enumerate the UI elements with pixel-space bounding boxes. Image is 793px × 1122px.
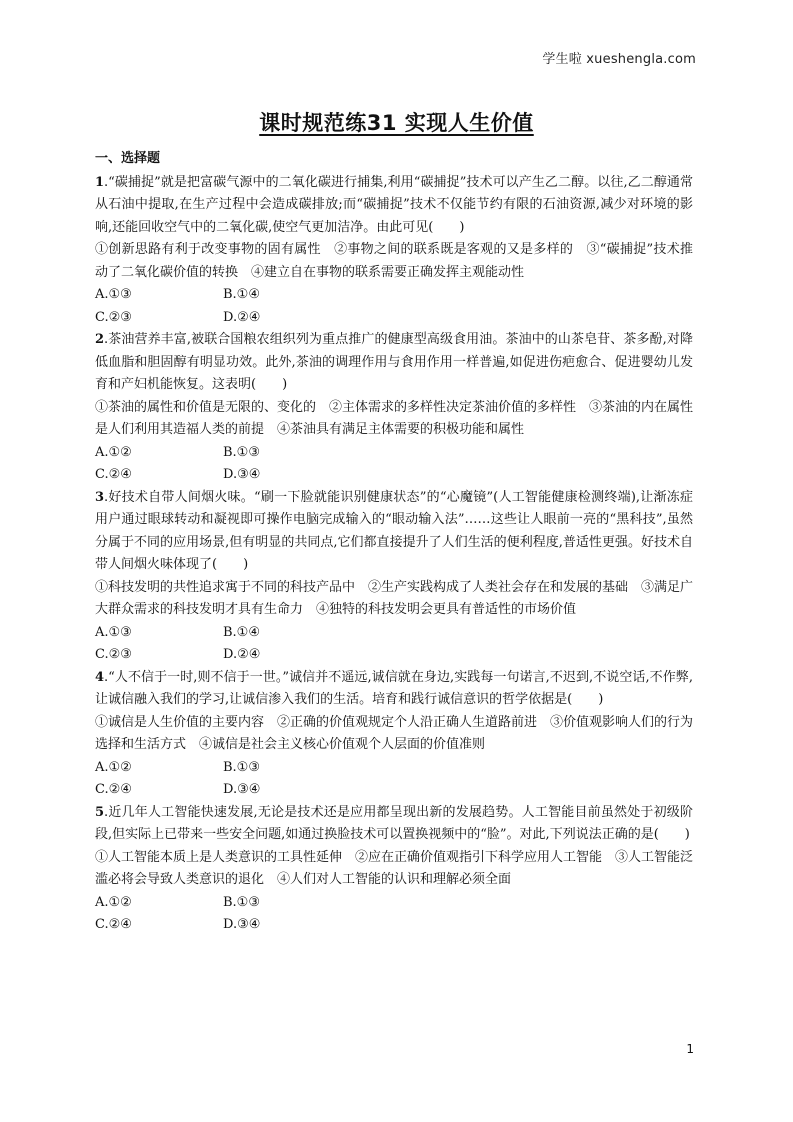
question-statements: ①诚信是人生价值的主要内容 ②正确的价值观规定个人沿正确人生道路前进 ③价值观影响人们的行为选择和生活方式 ④诚信是社会主义核心价值观个人层面的价值准则 [95, 714, 694, 752]
question-statements: ①创新思路有利于改变事物的固有属性 ②事物之间的联系既是客观的又是多样的 ③“碳捕捉”技术推动了二氧化碳价值的转换 ④建立自在事物的联系需要正确发挥主观能动性 [95, 242, 693, 280]
option-row [95, 644, 693, 667]
question-5 [95, 802, 693, 937]
question-number: 3 [95, 489, 105, 505]
question-stem [95, 329, 693, 397]
question-number: 4 [95, 669, 105, 685]
option-a: A.①② [95, 759, 132, 775]
option-row [95, 892, 693, 915]
question-2 [95, 329, 693, 487]
option-d: D.③④ [223, 917, 261, 932]
page-title [0, 107, 793, 137]
option-d: D.②④ [223, 309, 261, 325]
question-stem [95, 802, 693, 847]
option-b: B.①③ [223, 444, 260, 460]
question-statements: ①人工智能本质上是人类意识的工具性延伸 ②应在正确价值观指引下科学应用人工智能 ③人工智能泛滥必将会导致人类意识的退化 ④人们对人工智能的认识和理解必须全面 [95, 849, 694, 887]
question-number: 5 [95, 804, 105, 820]
option-b: B.①③ [223, 759, 260, 775]
question-number: 2 [95, 332, 105, 347]
question-text: .“人不信于一时,则不信于一世。”诚信并不遥远,诚信就在身边,实践每一句诺言,不迟到,不说空话,不作弊,让诚信融入我们的学习,让诚信渗入我们的生活。培育和践行诚信意识的哲学依据是( ) [95, 669, 693, 707]
question-1 [95, 172, 693, 330]
question-stem [95, 667, 693, 712]
option-d: D.③④ [223, 467, 261, 482]
option-c: C.②③ [95, 647, 132, 662]
document-body [95, 148, 693, 937]
page-number: 1 [686, 1042, 694, 1056]
option-d: D.②④ [223, 647, 261, 662]
option-row [95, 284, 693, 307]
option-b: B.①③ [223, 894, 260, 910]
option-row [95, 914, 693, 937]
question-statements: ①科技发明的共性追求寓于不同的科技产品中 ②生产实践构成了人类社会存在和发展的基础 ③满足广大群众需求的科技发明才具有生命力 ④独特的科技发明会更具有普适性的市场价值 [95, 579, 694, 617]
option-row [95, 464, 693, 487]
option-row [95, 307, 693, 330]
option-a: A.①② [95, 444, 132, 460]
question-stem [95, 487, 693, 577]
question-text: .好技术自带人间烟火味。“刷一下脸就能识别健康状态”的“心魔镜”(人工智能健康检测终端),让渐冻症用户通过眼球转动和凝视即可操作电脑完成输入的“眼动输入法”……这些让人眼前一亮的“黑科技”,虽然分属于不同的应用场景,但有明显的共同点,它们都直接提升了人们生活的便利程度,普适性更强。好技术自带人间烟火味体现了( ) [95, 489, 693, 572]
question-statements: ①茶油的属性和价值是无限的、变化的 ②主体需求的多样性决定茶油价值的多样性 ③茶油的内在属性是人们利用其造福人类的前提 ④茶油具有满足主体需要的积极功能和属性 [95, 399, 694, 437]
question-text: .茶油营养丰富,被联合国粮农组织列为重点推广的健康型高级食用油。茶油中的山茶皂苷、茶多酚,对降低血脂和胆固醇有明显功效。此外,茶油的调理作用与食用作用一样普遍,如促进伤疤愈合、促进婴幼儿发育和产妇机能恢复。这表明( ) [95, 332, 693, 392]
option-b: B.①④ [223, 287, 260, 302]
option-a: A.①③ [95, 287, 132, 302]
question-stem [95, 172, 693, 240]
option-c: C.②④ [95, 782, 132, 797]
option-c: C.②④ [95, 917, 132, 932]
question-3 [95, 487, 693, 667]
option-row [95, 442, 693, 465]
option-a: A.①③ [95, 624, 132, 640]
option-c: C.②④ [95, 467, 132, 482]
question-number: 1 [95, 174, 105, 190]
option-row [95, 757, 693, 780]
option-b: B.①④ [223, 624, 260, 640]
header-brand-text: 学生啦 xueshengla.com [542, 52, 696, 67]
option-row [95, 779, 693, 802]
question-text: .近几年人工智能快速发展,无论是技术还是应用都呈现出新的发展趋势。人工智能目前虽然处于初级阶段,但实际上已带来一些安全问题,如通过换脸技术可以置换视频中的“脸”。对此,下列说法正确的是( ) [95, 804, 693, 842]
option-row [95, 622, 693, 645]
section-heading: 一、选择题 [95, 151, 161, 166]
option-d: D.③④ [223, 782, 261, 797]
option-c: C.②③ [95, 309, 132, 325]
option-a: A.①② [95, 894, 132, 910]
page-title-text: 课时规范练31 实现人生价值 [259, 111, 534, 135]
question-text: .“碳捕捉”就是把富碳气源中的二氧化碳进行捕集,利用“碳捕捉”技术可以产生乙二醇。以往,乙二醇通常从石油中提取,在生产过程中会造成碳排放;而“碳捕捉”技术不仅能节约有限的石油资源,减少对环境的影响,还能回收空气中的二氧化碳,使空气更加洁净。由此可见( ) [95, 174, 693, 235]
question-4 [95, 667, 693, 802]
